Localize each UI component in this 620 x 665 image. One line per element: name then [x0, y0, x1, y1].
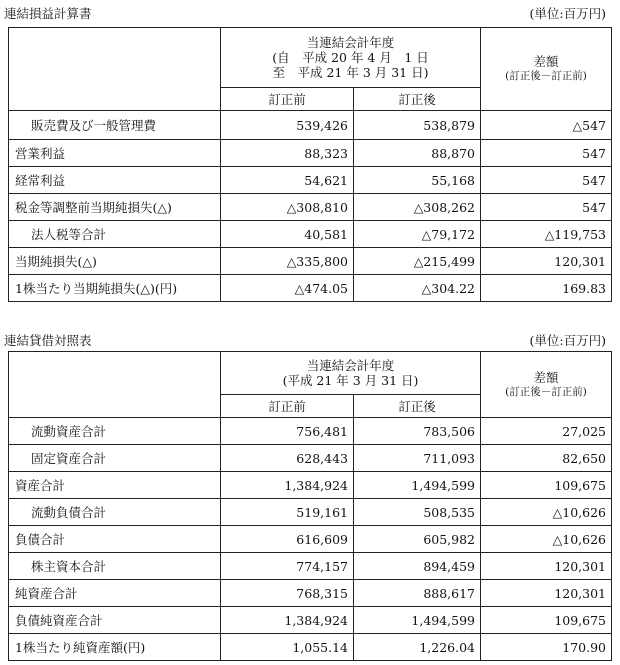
value-after: △308,262: [354, 194, 481, 221]
value-diff: △10,626: [481, 526, 612, 553]
table-row: [9, 445, 612, 472]
value-before: 54,621: [221, 167, 354, 194]
value-before: 1,055.14: [221, 634, 354, 661]
balance-diff-header: [481, 352, 612, 418]
balance-header-row: [9, 352, 612, 395]
value-diff: 27,025: [481, 418, 612, 445]
table-row: [9, 111, 612, 140]
value-after: 55,168: [354, 167, 481, 194]
value-diff: △119,753: [481, 221, 612, 248]
balance-header-blank: [9, 352, 221, 418]
balance-col-before: 訂正前: [221, 395, 354, 418]
row-label: 営業利益: [9, 140, 221, 167]
value-diff: 109,675: [481, 607, 612, 634]
value-diff: 170.90: [481, 634, 612, 661]
value-diff: 120,301: [481, 553, 612, 580]
row-label: 当期純損失(△): [9, 248, 221, 275]
table-row: [9, 472, 612, 499]
income-unit-label: (単位:百万円): [529, 6, 606, 21]
income-col-before: 訂正前: [221, 88, 354, 111]
balance-diff-note: (訂正後－訂正前): [505, 385, 587, 398]
table-row: [9, 553, 612, 580]
balance-period-heading: 当連結会計年度: [306, 358, 395, 373]
income-statement-title: 連結損益計算書: [4, 6, 92, 21]
value-after: △304.22: [354, 275, 481, 302]
table-row: [9, 275, 612, 302]
row-label: 流動資産合計: [9, 418, 221, 445]
value-diff: 547: [481, 140, 612, 167]
value-after: △215,499: [354, 248, 481, 275]
value-before: 616,609: [221, 526, 354, 553]
income-header-row: [9, 28, 612, 88]
value-after: 605,982: [354, 526, 481, 553]
value-after: 711,093: [354, 445, 481, 472]
row-label: 流動負債合計: [9, 499, 221, 526]
income-diff-note: (訂正後－訂正前): [505, 70, 587, 82]
value-before: △308,810: [221, 194, 354, 221]
income-diff-label: 差額: [533, 54, 559, 69]
income-diff-header: [481, 28, 612, 111]
value-diff: △547: [481, 111, 612, 140]
row-label: 販売費及び一般管理費: [9, 111, 221, 140]
value-before: 628,443: [221, 445, 354, 472]
table-row: [9, 221, 612, 248]
balance-col-after: 訂正後: [354, 395, 481, 418]
income-col-after: 訂正後: [354, 88, 481, 111]
value-diff: 109,675: [481, 472, 612, 499]
table-row: [9, 580, 612, 607]
table-row: [9, 607, 612, 634]
income-period-header: [221, 28, 481, 88]
value-after: 508,535: [354, 499, 481, 526]
row-label: 経常利益: [9, 167, 221, 194]
row-label: 税金等調整前当期純損失(△): [9, 194, 221, 221]
value-after: 894,459: [354, 553, 481, 580]
balance-period-header: [221, 352, 481, 395]
income-statement-table: [8, 27, 612, 302]
balance-sheet-table: [8, 351, 612, 661]
row-label: 固定資産合計: [9, 445, 221, 472]
table-row: [9, 526, 612, 553]
balance-unit-label: (単位:百万円): [529, 333, 606, 348]
value-before: 768,315: [221, 580, 354, 607]
value-after: 1,226.04: [354, 634, 481, 661]
value-before: 40,581: [221, 221, 354, 248]
table-row: [9, 140, 612, 167]
income-header-blank: [9, 28, 221, 111]
value-before: 774,157: [221, 553, 354, 580]
row-label: 負債純資産合計: [9, 607, 221, 634]
value-before: 1,384,924: [221, 472, 354, 499]
value-after: 888,617: [354, 580, 481, 607]
table-row: [9, 194, 612, 221]
balance-diff-label: 差額: [533, 369, 559, 385]
row-label: 株主資本合計: [9, 553, 221, 580]
value-before: △474.05: [221, 275, 354, 302]
value-before: 756,481: [221, 418, 354, 445]
row-label: 負債合計: [9, 526, 221, 553]
value-before: 88,323: [221, 140, 354, 167]
table-row: [9, 499, 612, 526]
income-period-heading: 当連結会計年度: [306, 35, 395, 50]
value-diff: 169.83: [481, 275, 612, 302]
value-after: 783,506: [354, 418, 481, 445]
row-label: 資産合計: [9, 472, 221, 499]
row-label: 純資産合計: [9, 580, 221, 607]
value-diff: 547: [481, 167, 612, 194]
row-label: 1株当たり純資産額(円): [9, 634, 221, 661]
value-before: △335,800: [221, 248, 354, 275]
value-after: 88,870: [354, 140, 481, 167]
table-row: [9, 167, 612, 194]
balance-sheet-title: 連結貸借対照表: [4, 333, 92, 348]
value-after: 1,494,599: [354, 472, 481, 499]
row-label: 1株当たり当期純損失(△)(円): [9, 275, 221, 302]
table-row: [9, 248, 612, 275]
balance-period-date: (平成 21 年 3 月 31 日): [282, 373, 419, 388]
table-row: [9, 634, 612, 661]
income-period-to: 至 平成 21 年 3 月 31 日): [272, 65, 429, 80]
row-label: 法人税等合計: [9, 221, 221, 248]
value-diff: 120,301: [481, 580, 612, 607]
value-before: 539,426: [221, 111, 354, 140]
value-diff: 547: [481, 194, 612, 221]
value-after: 538,879: [354, 111, 481, 140]
table-row: [9, 418, 612, 445]
value-after: △79,172: [354, 221, 481, 248]
value-diff: 120,301: [481, 248, 612, 275]
value-diff: △10,626: [481, 499, 612, 526]
value-after: 1,494,599: [354, 607, 481, 634]
income-period-from: (自 平成 20 年 4 月 1 日: [272, 50, 429, 65]
value-before: 519,161: [221, 499, 354, 526]
value-diff: 82,650: [481, 445, 612, 472]
value-before: 1,384,924: [221, 607, 354, 634]
